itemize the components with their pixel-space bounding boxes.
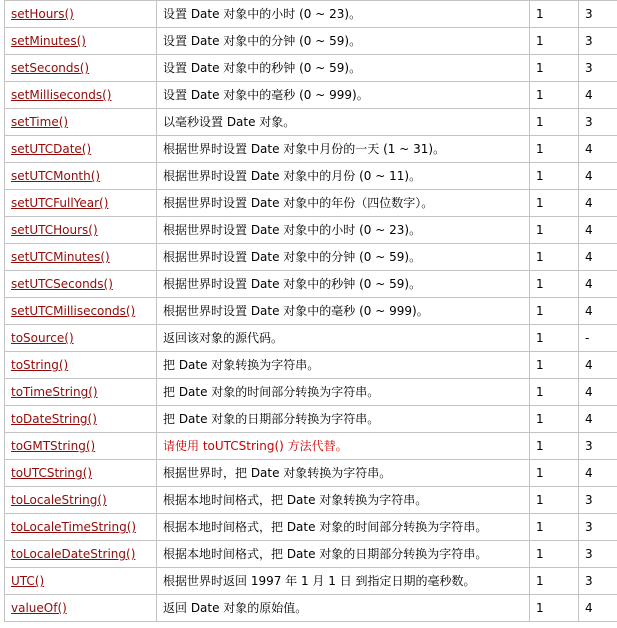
description-text: 设置 Date 对象中的小时 (0 ~ 23)。 [163,7,362,21]
description-text: 根据世界时设置 Date 对象中的月份 (0 ~ 11)。 [163,169,422,183]
version-cell-1: 1 [530,298,579,325]
version-cell-1: 1 [530,136,579,163]
description-cell [157,163,530,190]
table-row [5,55,617,82]
description-cell [157,406,530,433]
version-cell-1: 1 [530,217,579,244]
method-cell [5,136,157,163]
method-link[interactable]: toUTCString() [11,466,93,480]
method-cell [5,298,157,325]
version-cell-2: 3 [579,514,617,541]
description-text: 设置 Date 对象中的分钟 (0 ~ 59)。 [163,34,362,48]
table-row [5,433,617,460]
table-row [5,568,617,595]
description-text: 根据世界时设置 Date 对象中的毫秒 (0 ~ 999)。 [163,304,429,318]
version-cell-1: 1 [530,541,579,568]
description-cell [157,298,530,325]
table-row [5,1,617,28]
description-text: 返回 Date 对象的原始值。 [163,601,308,615]
method-link[interactable]: UTC() [11,574,45,588]
version-cell-1: 1 [530,82,579,109]
version-cell-2: 3 [579,541,617,568]
method-link[interactable]: setMinutes() [11,34,86,48]
method-link[interactable]: toTimeString() [11,385,98,399]
description-cell [157,541,530,568]
version-cell-2: 3 [579,109,617,136]
version-cell-1: 1 [530,55,579,82]
description-cell [157,109,530,136]
method-link[interactable]: setUTCMonth() [11,169,101,183]
description-cell [157,487,530,514]
version-cell-1: 1 [530,163,579,190]
table-row [5,514,617,541]
method-cell [5,1,157,28]
description-cell [157,82,530,109]
method-cell [5,217,157,244]
description-text: 以毫秒设置 Date 对象。 [163,115,296,129]
method-link[interactable]: setUTCMilliseconds() [11,304,136,318]
method-link[interactable]: toGMTString() [11,439,96,453]
date-methods-table [4,0,617,622]
method-link[interactable]: setUTCSeconds() [11,277,113,291]
version-cell-1: 1 [530,28,579,55]
version-cell-2: 4 [579,460,617,487]
method-cell [5,109,157,136]
method-cell [5,352,157,379]
version-cell-2: 4 [579,406,617,433]
version-cell-2: 4 [579,163,617,190]
method-cell [5,379,157,406]
version-cell-1: 1 [530,568,579,595]
description-cell [157,28,530,55]
table-row [5,487,617,514]
method-cell [5,568,157,595]
method-cell [5,163,157,190]
method-link[interactable]: toString() [11,358,69,372]
description-cell [157,595,530,622]
description-cell [157,379,530,406]
method-cell [5,55,157,82]
table-row [5,325,617,352]
method-cell [5,541,157,568]
description-cell [157,568,530,595]
table-row [5,28,617,55]
description-cell [157,514,530,541]
method-cell [5,82,157,109]
table-row [5,352,617,379]
version-cell-2: 3 [579,55,617,82]
version-cell-2: 4 [579,136,617,163]
method-link[interactable]: setTime() [11,115,69,129]
description-text: 设置 Date 对象中的秒钟 (0 ~ 59)。 [163,61,362,75]
description-cell [157,244,530,271]
method-link[interactable]: setUTCHours() [11,223,98,237]
version-cell-1: 1 [530,190,579,217]
version-cell-1: 1 [530,595,579,622]
description-text: 设置 Date 对象中的毫秒 (0 ~ 999)。 [163,88,369,102]
method-link[interactable]: toLocaleDateString() [11,547,136,561]
version-cell-1: 1 [530,487,579,514]
version-cell-2: 3 [579,433,617,460]
method-link[interactable]: toLocaleString() [11,493,107,507]
method-cell [5,487,157,514]
method-cell [5,271,157,298]
method-cell [5,514,157,541]
version-cell-2: 4 [579,271,617,298]
version-cell-1: 1 [530,352,579,379]
table-row [5,298,617,325]
version-cell-1: 1 [530,325,579,352]
version-cell-2: - [579,325,617,352]
version-cell-1: 1 [530,433,579,460]
description-text: 把 Date 对象的日期部分转换为字符串。 [163,412,380,426]
version-cell-2: 4 [579,82,617,109]
method-cell [5,433,157,460]
table-row [5,406,617,433]
version-cell-1: 1 [530,514,579,541]
method-link[interactable]: setUTCFullYear() [11,196,109,210]
description-text: 根据世界时，把 Date 对象转换为字符串。 [163,466,392,480]
method-cell [5,406,157,433]
method-link[interactable]: toDateString() [11,412,97,426]
version-cell-2: 4 [579,379,617,406]
version-cell-2: 4 [579,595,617,622]
table-row [5,460,617,487]
table-row [5,136,617,163]
version-cell-1: 1 [530,271,579,298]
method-link[interactable]: toLocaleTimeString() [11,520,137,534]
version-cell-1: 1 [530,460,579,487]
method-link[interactable]: toSource() [11,331,74,345]
method-cell [5,460,157,487]
method-link[interactable]: valueOf() [11,601,67,615]
table-row [5,190,617,217]
table-row [5,379,617,406]
table-row [5,541,617,568]
table-row [5,244,617,271]
description-text: 根据世界时设置 Date 对象中的分钟 (0 ~ 59)。 [163,250,422,264]
version-cell-2: 3 [579,28,617,55]
description-text: 根据本地时间格式，把 Date 对象转换为字符串。 [163,493,428,507]
description-cell [157,55,530,82]
description-cell [157,352,530,379]
description-text: 根据世界时返回 1997 年 1 月 1 日 到指定日期的毫秒数。 [163,574,476,588]
version-cell-2: 4 [579,298,617,325]
table-row [5,163,617,190]
description-text: 根据世界时设置 Date 对象中月份的一天 (1 ~ 31)。 [163,142,446,156]
version-cell-1: 1 [530,244,579,271]
table-row [5,271,617,298]
description-text: 把 Date 对象转换为字符串。 [163,358,320,372]
description-text: 把 Date 对象的时间部分转换为字符串。 [163,385,380,399]
version-cell-1: 1 [530,1,579,28]
table-row [5,217,617,244]
method-cell [5,595,157,622]
description-text: 根据世界时设置 Date 对象中的小时 (0 ~ 23)。 [163,223,422,237]
method-link[interactable]: setMilliseconds() [11,88,112,102]
description-text: 根据世界时设置 Date 对象中的秒钟 (0 ~ 59)。 [163,277,422,291]
method-link[interactable]: setSeconds() [11,61,90,75]
description-cell [157,433,530,460]
description-text: 根据世界时设置 Date 对象中的年份（四位数字）。 [163,196,434,210]
version-cell-2: 4 [579,244,617,271]
method-cell [5,28,157,55]
description-cell [157,190,530,217]
method-cell [5,190,157,217]
description-text: 返回该对象的源代码。 [163,331,284,345]
description-cell [157,271,530,298]
method-cell [5,244,157,271]
description-cell [157,136,530,163]
version-cell-2: 4 [579,190,617,217]
version-cell-2: 3 [579,568,617,595]
method-link[interactable]: setHours() [11,7,74,21]
method-link[interactable]: setUTCMinutes() [11,250,110,264]
description-text: 根据本地时间格式，把 Date 对象的时间部分转换为字符串。 [163,520,488,534]
version-cell-2: 4 [579,352,617,379]
description-cell [157,1,530,28]
method-link[interactable]: setUTCDate() [11,142,92,156]
version-cell-2: 3 [579,1,617,28]
description-cell [157,325,530,352]
deprecation-warning-text: 请使用 toUTCString() 方法代替。 [163,439,348,453]
version-cell-2: 3 [579,487,617,514]
version-cell-1: 1 [530,406,579,433]
table-row [5,82,617,109]
version-cell-1: 1 [530,379,579,406]
description-text: 根据本地时间格式，把 Date 对象的日期部分转换为字符串。 [163,547,488,561]
description-cell [157,460,530,487]
version-cell-2: 4 [579,217,617,244]
table-row [5,109,617,136]
version-cell-1: 1 [530,109,579,136]
description-cell [157,217,530,244]
table-body [5,1,617,622]
method-cell [5,325,157,352]
table-row [5,595,617,622]
